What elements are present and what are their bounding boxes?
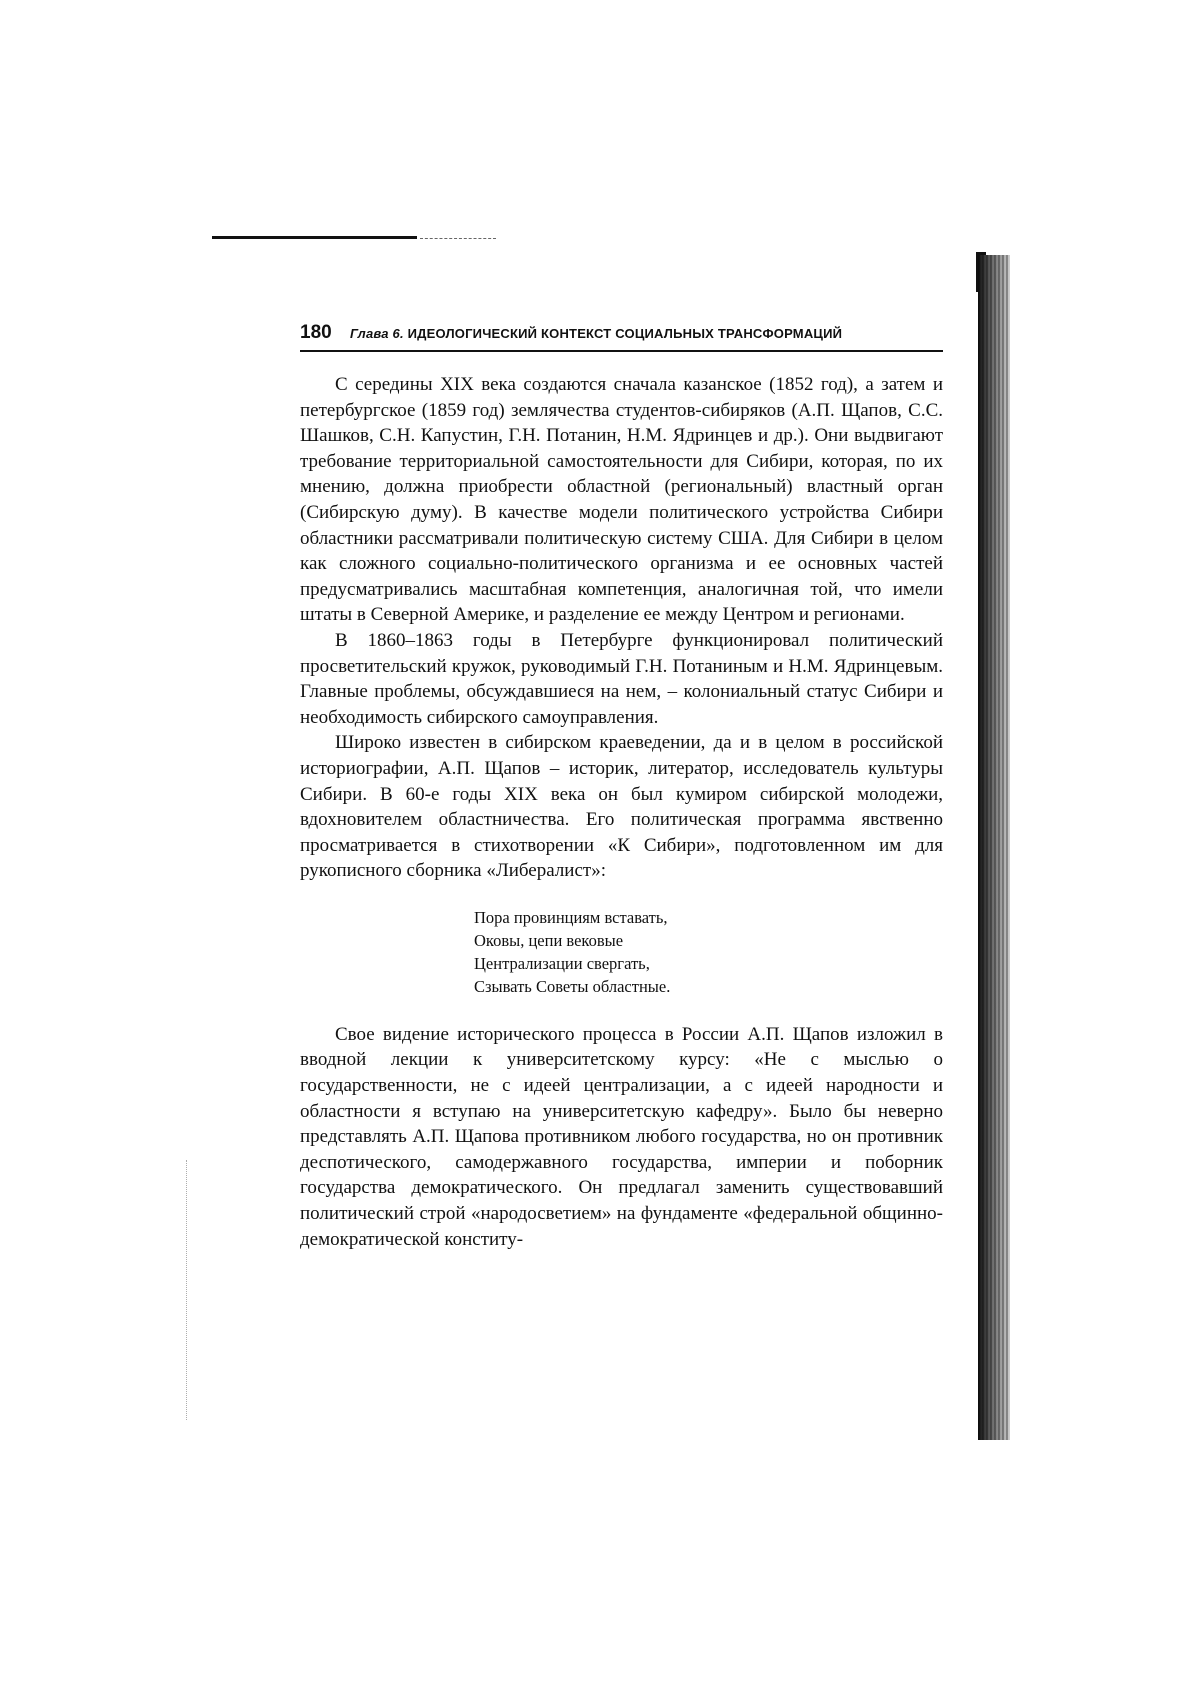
- top-rule: [212, 236, 417, 239]
- running-header: [300, 320, 943, 352]
- paragraph-4: Свое видение исторического процесса в России А.П. Щапов изложил в вводной лекции к университетскому курсу: «Не с мыслью о государственности, не с идеей централизации, а с идеей народности и областности я вступаю на университетскую кафедру». Было бы неверно представлять А.П. Щапова противником любого государства, но он противник деспотического, самодержавного государства, империи и поборник государства демократического. Он предлагал заменить существовавший политический строй «народосветием» на фундаменте «федеральной общинно-демократической конститу-: [300, 1023, 943, 1250]
- chapter-label: Глава 6.: [350, 326, 404, 341]
- paragraph-2: В 1860–1863 годы в Петербурге функционировал политический просветительский кружок, руководимый Г.Н. Потаниным и Н.М. Ядринцевым. Главные проблемы, обсуждавшиеся на нем, – колониальный статус Сибири и необходимость сибирского самоуправления.: [300, 629, 943, 728]
- poem-line-3: Централизации свергать,: [474, 953, 650, 973]
- binding-shadow-edge: [978, 255, 1010, 1440]
- poem-line-4: Сзывать Советы областные.: [474, 976, 671, 996]
- body-text: [300, 372, 943, 1252]
- scan-specks: [186, 1160, 197, 1420]
- poem-line-1: Пора провинциям вставать,: [474, 907, 668, 927]
- chapter-title-text: ИДЕОЛОГИЧЕСКИЙ КОНТЕКСТ СОЦИАЛЬНЫХ ТРАНСФОРМАЦИЙ: [407, 326, 843, 341]
- paragraph-3: Широко известен в сибирском краеведении, да и в целом в российской историографии, А.П. Щапов – историк, литератор, исследователь культуры Сибири. В 60-е годы XIX века он был кумиром сибирской молодежи, вдохновителем областничества. Его политическая программа явственно просматривается в стихотворении «К Сибири», подготовленном им для рукописного сборника «Либералист»:: [300, 732, 943, 882]
- page-number: 180: [300, 322, 332, 343]
- top-rule-dash: [420, 238, 496, 239]
- poem-line-2: Оковы, цепи вековые: [474, 930, 624, 950]
- poem: [474, 906, 943, 998]
- paragraph-1: С середины XIX века создаются сначала казанское (1852 год), а затем и петербургское (1859 год) землячества студентов-сибиряков (А.П. Щапов, С.С. Шашков, С.Н. Капустин, Г.Н. Потанин, Н.М. Ядринцев и др.). Они выдвигают требование территориальной самостоятельности для Сибири, которая, по их мнению, должна приобрести областной (региональный) властный орган (Сибирскую думу). В качестве модели политического устройства Сибири областники рассматривали политическую систему США. Для Сибири в целом как сложного социально-политического организма и ее основных частей предусматривались масштабная компетенция, аналогичная той, что имели штаты в Северной Америке, и разделение ее между Центром и регионами.: [300, 374, 943, 626]
- chapter-title: [350, 326, 842, 341]
